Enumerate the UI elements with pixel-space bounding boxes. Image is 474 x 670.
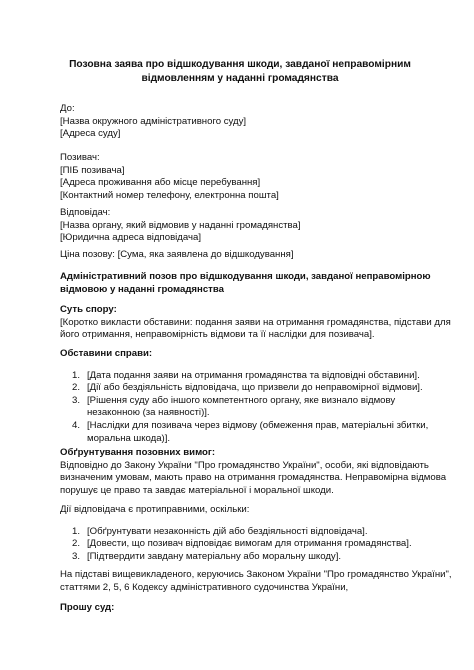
list-item-text: [Дата подання заяви на отримання громадянства та відповідні обставини]. bbox=[87, 369, 420, 381]
defendant-block bbox=[60, 207, 420, 245]
grounds-text-line-2: визначеним умовам, мають право на отримання громадянства. Неправомірна відмова bbox=[60, 472, 447, 484]
claim-price: Ціна позову: [Сума, яка заявлена до відшкодування] bbox=[60, 249, 294, 260]
list-item-number: 1. bbox=[72, 525, 81, 537]
court-address: [Адреса суду] bbox=[60, 128, 121, 140]
dispute-section bbox=[60, 304, 451, 342]
list-item-number: 4. bbox=[72, 419, 81, 431]
grounds-heading: Обґрунтування позовних вимог: bbox=[60, 447, 216, 458]
plaintiff-label: Позивач: bbox=[60, 152, 100, 163]
circumstances-heading: Обставини справи: bbox=[60, 348, 153, 359]
title-line-1: Позовна заява про відшкодування шкоди, завданої неправомірним bbox=[69, 59, 411, 70]
list-item bbox=[60, 551, 420, 564]
unlawful-intro: Дії відповідача є протиправними, оскільки: bbox=[60, 504, 250, 515]
circumstances-list bbox=[60, 369, 429, 446]
basis-line-2: статтями 2, 5, 6 Кодексу адміністративного судочинства України, bbox=[60, 581, 349, 593]
list-item-text-cont: моральна шкода)]. bbox=[87, 432, 171, 444]
dispute-text-line-2: його отримання, неправомірність відмови та її наслідки для позивача]. bbox=[60, 329, 375, 341]
plaintiff-name: [ПІБ позивача] bbox=[60, 164, 125, 176]
list-item-number: 3. bbox=[72, 550, 81, 562]
list-item-number: 1. bbox=[72, 369, 81, 381]
list-item-text: [Підтвердити завдану матеріальну або моральну шкоду]. bbox=[87, 550, 342, 562]
document-title bbox=[60, 58, 420, 86]
claim-price-block bbox=[60, 249, 420, 262]
list-item-number: 2. bbox=[72, 382, 81, 394]
list-item bbox=[60, 419, 429, 445]
court-name: [Назва окружного адміністративного суду] bbox=[60, 115, 247, 127]
to-label: До: bbox=[60, 103, 75, 114]
claim-heading bbox=[60, 271, 431, 296]
list-item bbox=[60, 370, 420, 383]
basis-line-1: На підставі вищевикладеного, керуючись Законом України "Про громадянство України", bbox=[60, 569, 452, 580]
dispute-text-line-1: [Коротко викласти обставини: подання заяви на отримання громадянства, підстави для bbox=[60, 316, 451, 328]
defendant-label: Відповідач: bbox=[60, 207, 111, 218]
list-item-number: 3. bbox=[72, 394, 81, 406]
plaintiff-block bbox=[60, 152, 420, 202]
defendant-name: [Назва органу, який відмовив у наданні громадянства] bbox=[60, 219, 301, 231]
grounds-section bbox=[60, 447, 447, 497]
addressee-block bbox=[60, 103, 420, 141]
list-item-text: [Обґрунтувати незаконність дій або бездіяльності відповідача]. bbox=[87, 525, 368, 537]
dispute-heading: Суть спору: bbox=[60, 304, 117, 315]
list-item-text-cont: незаконною (за наявності)]. bbox=[87, 407, 210, 419]
list-item-text: [Наслідки для позивача через відмову (обмеження прав, матеріальні збитки, bbox=[87, 419, 429, 431]
list-item bbox=[60, 382, 423, 395]
list-item bbox=[60, 538, 420, 551]
request-heading: Прошу суд: bbox=[60, 602, 115, 613]
list-item-text: [Дії або бездіяльність відповідача, що призвели до неправомірної відмови]. bbox=[87, 382, 423, 394]
request-section bbox=[60, 602, 420, 615]
unlawful-list bbox=[60, 526, 420, 564]
list-item bbox=[60, 526, 420, 539]
title-line-2: відмовленням у наданні громадянства bbox=[141, 73, 339, 84]
circumstances-section bbox=[60, 348, 429, 445]
plaintiff-address: [Адреса проживання або місце перебування] bbox=[60, 177, 261, 189]
plaintiff-contact: [Контактний номер телефону, електронна пошта] bbox=[60, 189, 279, 201]
defendant-address: [Юридична адреса відповідача] bbox=[60, 232, 202, 244]
claim-heading-line-1: Адміністративний позов про відшкодування шкоди, завданої неправомірною bbox=[60, 271, 431, 282]
grounds-text-line-1: Відповідно до Закону України "Про громадянство України", особи, які відповідають bbox=[60, 459, 429, 471]
list-item bbox=[60, 395, 420, 420]
list-item-text: [Довести, що позивач відповідає вимогам для отримання громадянства]. bbox=[87, 538, 412, 550]
list-item-text: [Рішення суду або іншого компетентного органу, яке визнало відмову bbox=[87, 394, 396, 406]
claim-heading-line-2: відмовою у наданні громадянства bbox=[60, 283, 224, 295]
unlawful-section bbox=[60, 504, 420, 563]
list-item-number: 2. bbox=[72, 538, 81, 550]
basis-section bbox=[60, 569, 452, 594]
grounds-text-line-3: порушує це право та завдає матеріальної і моральної шкоди. bbox=[60, 484, 334, 496]
